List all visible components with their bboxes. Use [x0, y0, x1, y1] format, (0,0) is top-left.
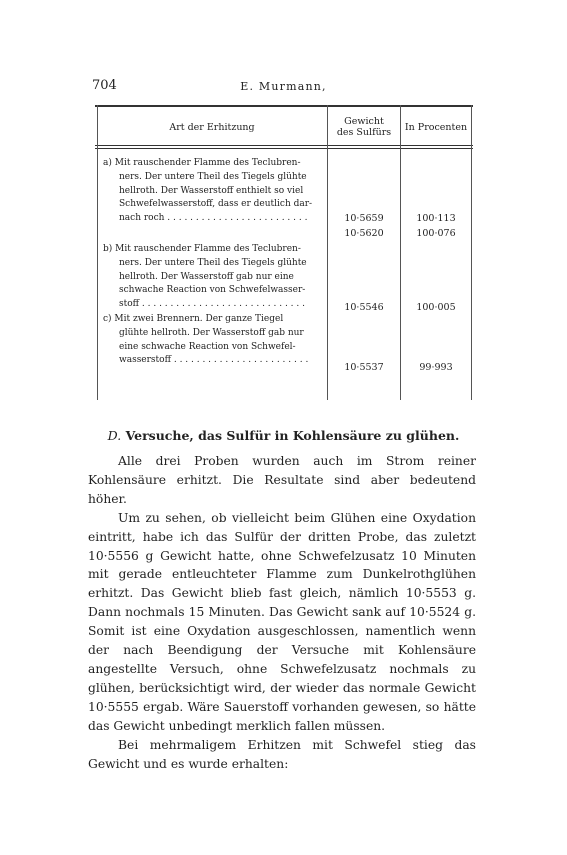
table-left-border — [97, 105, 98, 400]
table-column-divider — [400, 105, 401, 400]
table-right-border — [471, 105, 472, 400]
row-line: b) Mit rauschender Flamme des Teclubren- — [103, 244, 301, 254]
procent-value: 100·113 — [416, 213, 456, 224]
gewicht-value: 10·5620 — [344, 228, 384, 239]
gewicht-value: 10·5659 — [344, 213, 384, 224]
table-row-c-text — [103, 313, 329, 368]
paragraph: Bei mehrmaligem Erhitzen mit Schwefel stieg das Gewicht und es wurde erhalten: — [88, 737, 476, 771]
procent-value: 100·076 — [416, 228, 456, 239]
results-table — [95, 105, 473, 400]
row-line: ners. Der untere Theil des Tiegels glühte — [119, 171, 307, 182]
table-header-rule-2 — [95, 148, 473, 149]
column-header-procent: In Procenten — [404, 122, 468, 133]
paragraph: Um zu sehen, ob vielleicht beim Glühen eine Oxydation eintritt, habe ich das Sulfür der dritten Probe, das zuletzt 10·5556 g Gewicht hatte, ohne Schwefelzusatz 10 Minuten mit gerade entleuchteter Flamme zum Dunkelrothglühen erhitzt. Das Gewicht blieb fast gleich, nämlich 10·5553 g. Dann nochmals 15 Minuten. Das Gewicht sank auf 10·5524 g. Somit ist eine Oxydation ausgeschlossen, namentlich wenn der nach Beendigung der Versuche mit Kohlensäure angestellte Versuch, ohne Schwefelzusatz nochmals zu glühen, berücksichtigt wird, der wieder das normale Gewicht 10·5555 ergab. Wäre Sauerstoff vorhanden gewesen, so hätte das Gewicht unbedingt merklich fallen müssen. — [88, 510, 476, 733]
table-top-rule — [95, 105, 473, 107]
row-line: schwache Reaction von Schwefelwasser- — [119, 285, 306, 296]
running-title: E. Murmann, — [240, 80, 327, 93]
row-line: stoff . . . . . . . . . . . . . . . . . . . . . . . . . . . . . — [119, 299, 305, 310]
procent-value: 100·005 — [416, 302, 456, 313]
gewicht-value: 10·5537 — [344, 362, 384, 373]
row-line: wasserstoff . . . . . . . . . . . . . . . . . . . . . . . . — [119, 355, 309, 366]
table-row-a-text — [103, 157, 329, 226]
body-text — [88, 452, 476, 773]
column-header-gewicht-line1: Gewicht — [344, 116, 384, 127]
table-row-b-text — [103, 243, 329, 312]
table-header-rule — [95, 145, 473, 146]
section-title: Versuche, das Sulfür in Kohlensäure zu glühen. — [125, 428, 460, 443]
row-line: hellroth. Der Wasserstoff enthielt so viel — [119, 185, 304, 196]
row-line: c) Mit zwei Brennern. Der ganze Tiegel — [103, 314, 284, 324]
gewicht-value: 10·5546 — [344, 302, 384, 313]
row-line: hellroth. Der Wasserstoff gab nur eine — [119, 271, 294, 282]
page-number: 704 — [92, 78, 117, 93]
row-line: Schwefelwasserstoff, dass er deutlich dar- — [119, 199, 313, 210]
paragraph: Alle drei Proben wurden auch im Strom reiner Kohlensäure erhitzt. Die Resultate sind aber bedeutend höher. — [88, 454, 476, 506]
section-heading — [0, 428, 567, 443]
row-line: ners. Der untere Theil des Tiegels glühte — [119, 257, 307, 268]
column-header-gewicht — [329, 116, 399, 138]
row-line: glühte hellroth. Der Wasserstoff gab nur — [119, 327, 304, 338]
procent-value: 99·993 — [419, 362, 453, 373]
column-header-art: Art der Erhitzung — [169, 122, 255, 133]
row-line: eine schwache Reaction von Schwefel- — [119, 341, 296, 352]
section-letter: D. — [107, 428, 122, 443]
row-line: a) Mit rauschender Flamme des Teclubren- — [103, 158, 301, 168]
row-line: nach roch . . . . . . . . . . . . . . . . . . . . . . . . . — [119, 213, 308, 224]
column-header-gewicht-line2: des Sulfürs — [336, 127, 392, 138]
